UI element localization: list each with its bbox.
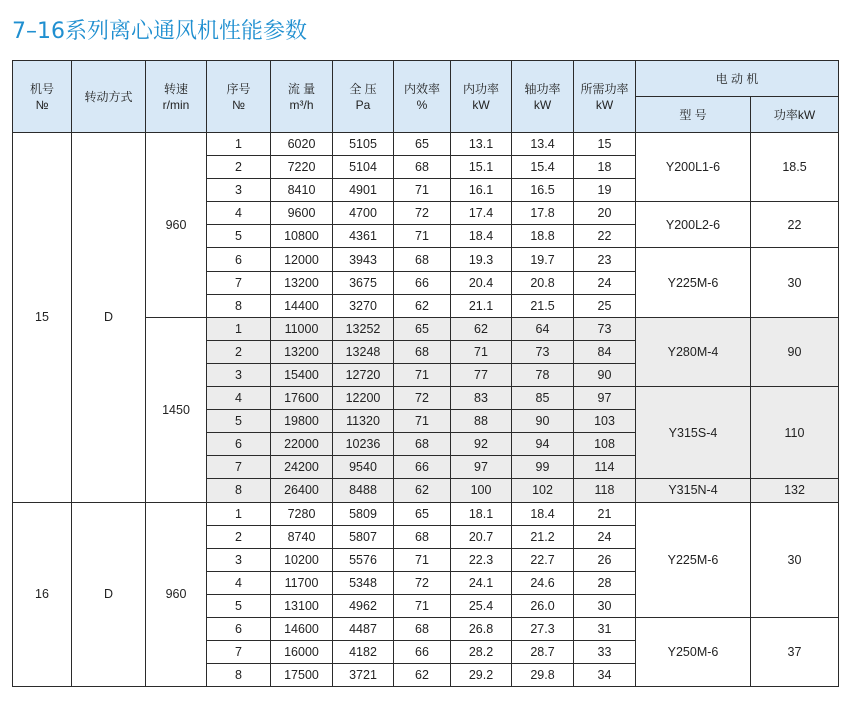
flow-cell: 22000	[271, 433, 333, 456]
motor-model-cell: Y225M-6	[636, 502, 751, 617]
seq-cell: 7	[207, 456, 271, 479]
header-unit: kW	[472, 97, 490, 112]
flow-cell: 17500	[271, 664, 333, 687]
header-label: 机号	[29, 81, 54, 96]
inner-power-cell: 71	[451, 340, 512, 363]
pressure-cell: 3675	[333, 271, 394, 294]
required-power-cell: 97	[574, 387, 636, 410]
pressure-cell: 12720	[333, 363, 394, 386]
flow-cell: 17600	[271, 387, 333, 410]
seq-cell: 1	[207, 133, 271, 156]
required-power-cell: 25	[574, 294, 636, 317]
seq-cell: 6	[207, 248, 271, 271]
required-power-cell: 28	[574, 571, 636, 594]
efficiency-cell: 68	[394, 433, 451, 456]
flow-cell: 7280	[271, 502, 333, 525]
efficiency-cell: 62	[394, 479, 451, 502]
motor-power-cell: 90	[751, 317, 839, 386]
seq-cell: 7	[207, 641, 271, 664]
motor-power-cell: 18.5	[751, 133, 839, 202]
inner-power-cell: 29.2	[451, 664, 512, 687]
flow-cell: 19800	[271, 410, 333, 433]
efficiency-cell: 72	[394, 387, 451, 410]
pressure-cell: 5104	[333, 156, 394, 179]
required-power-cell: 118	[574, 479, 636, 502]
motor-model-cell: Y315N-4	[636, 479, 751, 502]
pressure-cell: 4901	[333, 179, 394, 202]
shaft-power-cell: 26.0	[512, 594, 574, 617]
efficiency-cell: 62	[394, 664, 451, 687]
flow-cell: 7220	[271, 156, 333, 179]
inner-power-cell: 28.2	[451, 641, 512, 664]
flow-cell: 10200	[271, 548, 333, 571]
shaft-power-cell: 21.2	[512, 525, 574, 548]
seq-cell: 6	[207, 433, 271, 456]
required-power-cell: 108	[574, 433, 636, 456]
page-title: 7–16系列离心通风机性能参数	[12, 19, 307, 44]
header-unit: №	[35, 97, 49, 112]
shaft-power-cell: 90	[512, 410, 574, 433]
shaft-power-cell: 20.8	[512, 271, 574, 294]
table-header	[13, 61, 839, 133]
inner-power-cell: 18.4	[451, 225, 512, 248]
pressure-cell: 13252	[333, 317, 394, 340]
inner-power-cell: 100	[451, 479, 512, 502]
header-unit: r/min	[162, 97, 190, 112]
required-power-cell: 90	[574, 363, 636, 386]
pressure-cell: 3943	[333, 248, 394, 271]
header-label: 所需功率	[580, 81, 629, 96]
flow-cell: 24200	[271, 456, 333, 479]
efficiency-cell: 71	[394, 548, 451, 571]
header-label: 全 压	[349, 81, 377, 96]
seq-cell: 2	[207, 525, 271, 548]
seq-cell: 8	[207, 479, 271, 502]
flow-cell: 13100	[271, 594, 333, 617]
pressure-cell: 5576	[333, 548, 394, 571]
efficiency-cell: 65	[394, 133, 451, 156]
machine-no-cell: 15	[13, 133, 72, 503]
motor-power-cell: 37	[751, 617, 839, 686]
efficiency-cell: 72	[394, 202, 451, 225]
motor-power-cell: 22	[751, 202, 839, 248]
shaft-power-cell: 18.4	[512, 502, 574, 525]
inner-power-cell: 20.7	[451, 525, 512, 548]
shaft-power-cell: 94	[512, 433, 574, 456]
flow-cell: 8740	[271, 525, 333, 548]
efficiency-cell: 72	[394, 571, 451, 594]
required-power-cell: 20	[574, 202, 636, 225]
pressure-cell: 4361	[333, 225, 394, 248]
inner-power-cell: 97	[451, 456, 512, 479]
motor-model-cell: Y315S-4	[636, 387, 751, 479]
motor-power-cell: 30	[751, 502, 839, 617]
flow-cell: 15400	[271, 363, 333, 386]
inner-power-cell: 24.1	[451, 571, 512, 594]
required-power-cell: 103	[574, 410, 636, 433]
seq-cell: 5	[207, 410, 271, 433]
header-label: 轴功率	[524, 81, 561, 96]
shaft-power-cell: 13.4	[512, 133, 574, 156]
seq-cell: 8	[207, 294, 271, 317]
shaft-power-cell: 19.7	[512, 248, 574, 271]
required-power-cell: 24	[574, 271, 636, 294]
seq-cell: 1	[207, 317, 271, 340]
efficiency-cell: 68	[394, 525, 451, 548]
motor-power-cell: 30	[751, 248, 839, 317]
efficiency-cell: 71	[394, 410, 451, 433]
shaft-power-cell: 16.5	[512, 179, 574, 202]
header-req-power	[574, 61, 636, 133]
efficiency-cell: 71	[394, 179, 451, 202]
efficiency-cell: 66	[394, 271, 451, 294]
shaft-power-cell: 27.3	[512, 617, 574, 640]
required-power-cell: 19	[574, 179, 636, 202]
motor-power-cell: 132	[751, 479, 839, 502]
required-power-cell: 33	[574, 641, 636, 664]
header-unit: kW	[533, 97, 552, 112]
required-power-cell: 24	[574, 525, 636, 548]
pressure-cell: 10236	[333, 433, 394, 456]
shaft-power-cell: 18.8	[512, 225, 574, 248]
motor-model-cell: Y225M-6	[636, 248, 751, 317]
speed-cell: 960	[146, 133, 207, 318]
inner-power-cell: 15.1	[451, 156, 512, 179]
required-power-cell: 84	[574, 340, 636, 363]
seq-cell: 2	[207, 156, 271, 179]
header-eff	[394, 61, 451, 133]
performance-table	[12, 60, 839, 687]
table-row	[13, 502, 839, 525]
required-power-cell: 23	[574, 248, 636, 271]
pressure-cell: 5348	[333, 571, 394, 594]
shaft-power-cell: 21.5	[512, 294, 574, 317]
header-inner-power	[451, 61, 512, 133]
efficiency-cell: 71	[394, 363, 451, 386]
efficiency-cell: 71	[394, 225, 451, 248]
pressure-cell: 13248	[333, 340, 394, 363]
efficiency-cell: 65	[394, 317, 451, 340]
header-drive	[72, 61, 146, 133]
shaft-power-cell: 17.8	[512, 202, 574, 225]
shaft-power-cell: 73	[512, 340, 574, 363]
table-body	[13, 133, 839, 687]
motor-model-cell: Y200L1-6	[636, 133, 751, 202]
header-motor-power: 功率kW	[751, 97, 839, 133]
required-power-cell: 114	[574, 456, 636, 479]
shaft-power-cell: 99	[512, 456, 574, 479]
flow-cell: 6020	[271, 133, 333, 156]
inner-power-cell: 17.4	[451, 202, 512, 225]
inner-power-cell: 62	[451, 317, 512, 340]
inner-power-cell: 18.1	[451, 502, 512, 525]
pressure-cell: 5807	[333, 525, 394, 548]
required-power-cell: 73	[574, 317, 636, 340]
flow-cell: 14400	[271, 294, 333, 317]
header-label: 序号	[226, 81, 251, 96]
efficiency-cell: 66	[394, 456, 451, 479]
motor-model-cell: Y280M-4	[636, 317, 751, 386]
pressure-cell: 4962	[333, 594, 394, 617]
flow-cell: 13200	[271, 340, 333, 363]
seq-cell: 4	[207, 202, 271, 225]
header-machine-no	[13, 61, 72, 133]
required-power-cell: 26	[574, 548, 636, 571]
required-power-cell: 31	[574, 617, 636, 640]
header-unit: %	[416, 97, 428, 112]
efficiency-cell: 62	[394, 294, 451, 317]
pressure-cell: 4700	[333, 202, 394, 225]
shaft-power-cell: 64	[512, 317, 574, 340]
inner-power-cell: 83	[451, 387, 512, 410]
shaft-power-cell: 85	[512, 387, 574, 410]
inner-power-cell: 19.3	[451, 248, 512, 271]
drive-cell: D	[72, 502, 146, 687]
seq-cell: 3	[207, 363, 271, 386]
header-label: 转动方式	[84, 89, 133, 104]
inner-power-cell: 13.1	[451, 133, 512, 156]
speed-cell: 960	[146, 502, 207, 687]
efficiency-cell: 66	[394, 641, 451, 664]
flow-cell: 14600	[271, 617, 333, 640]
required-power-cell: 34	[574, 664, 636, 687]
header-motor-model: 型 号	[636, 97, 751, 133]
header-unit: №	[232, 97, 245, 112]
seq-cell: 8	[207, 664, 271, 687]
drive-cell: D	[72, 133, 146, 503]
efficiency-cell: 65	[394, 502, 451, 525]
flow-cell: 10800	[271, 225, 333, 248]
efficiency-cell: 68	[394, 340, 451, 363]
pressure-cell: 5105	[333, 133, 394, 156]
seq-cell: 5	[207, 594, 271, 617]
shaft-power-cell: 24.6	[512, 571, 574, 594]
shaft-power-cell: 102	[512, 479, 574, 502]
inner-power-cell: 92	[451, 433, 512, 456]
header-unit: Pa	[355, 97, 371, 112]
pressure-cell: 8488	[333, 479, 394, 502]
header-unit: m³/h	[289, 97, 314, 112]
inner-power-cell: 88	[451, 410, 512, 433]
efficiency-cell: 68	[394, 248, 451, 271]
shaft-power-cell: 29.8	[512, 664, 574, 687]
inner-power-cell: 25.4	[451, 594, 512, 617]
flow-cell: 11700	[271, 571, 333, 594]
machine-no-cell: 16	[13, 502, 72, 687]
efficiency-cell: 68	[394, 617, 451, 640]
header-label: 内功率	[462, 81, 499, 96]
pressure-cell: 4487	[333, 617, 394, 640]
flow-cell: 9600	[271, 202, 333, 225]
seq-cell: 5	[207, 225, 271, 248]
flow-cell: 16000	[271, 641, 333, 664]
seq-cell: 4	[207, 571, 271, 594]
header-label: 转速	[163, 81, 188, 96]
seq-cell: 1	[207, 502, 271, 525]
pressure-cell: 3270	[333, 294, 394, 317]
motor-model-cell: Y250M-6	[636, 617, 751, 686]
header-motor: 电 动 机	[636, 61, 839, 97]
shaft-power-cell: 15.4	[512, 156, 574, 179]
pressure-cell: 12200	[333, 387, 394, 410]
motor-model-cell: Y200L2-6	[636, 202, 751, 248]
header-flow	[271, 61, 333, 133]
seq-cell: 7	[207, 271, 271, 294]
required-power-cell: 30	[574, 594, 636, 617]
inner-power-cell: 22.3	[451, 548, 512, 571]
inner-power-cell: 26.8	[451, 617, 512, 640]
header-pressure	[333, 61, 394, 133]
header-speed	[146, 61, 207, 133]
seq-cell: 3	[207, 548, 271, 571]
seq-cell: 3	[207, 179, 271, 202]
flow-cell: 12000	[271, 248, 333, 271]
pressure-cell: 11320	[333, 410, 394, 433]
shaft-power-cell: 28.7	[512, 641, 574, 664]
header-shaft-power	[512, 61, 574, 133]
pressure-cell: 4182	[333, 641, 394, 664]
flow-cell: 13200	[271, 271, 333, 294]
header-label: 内效率	[403, 81, 440, 96]
shaft-power-cell: 78	[512, 363, 574, 386]
header-label: 流 量	[287, 81, 316, 96]
required-power-cell: 21	[574, 502, 636, 525]
inner-power-cell: 21.1	[451, 294, 512, 317]
flow-cell: 11000	[271, 317, 333, 340]
flow-cell: 8410	[271, 179, 333, 202]
shaft-power-cell: 22.7	[512, 548, 574, 571]
header-unit: kW	[595, 97, 614, 112]
motor-power-cell: 110	[751, 387, 839, 479]
efficiency-cell: 71	[394, 594, 451, 617]
required-power-cell: 15	[574, 133, 636, 156]
required-power-cell: 22	[574, 225, 636, 248]
pressure-cell: 3721	[333, 664, 394, 687]
pressure-cell: 9540	[333, 456, 394, 479]
seq-cell: 4	[207, 387, 271, 410]
header-seq	[207, 61, 271, 133]
inner-power-cell: 20.4	[451, 271, 512, 294]
table-row	[13, 133, 839, 156]
speed-cell: 1450	[146, 317, 207, 502]
seq-cell: 2	[207, 340, 271, 363]
flow-cell: 26400	[271, 479, 333, 502]
efficiency-cell: 68	[394, 156, 451, 179]
pressure-cell: 5809	[333, 502, 394, 525]
inner-power-cell: 77	[451, 363, 512, 386]
required-power-cell: 18	[574, 156, 636, 179]
seq-cell: 6	[207, 617, 271, 640]
inner-power-cell: 16.1	[451, 179, 512, 202]
